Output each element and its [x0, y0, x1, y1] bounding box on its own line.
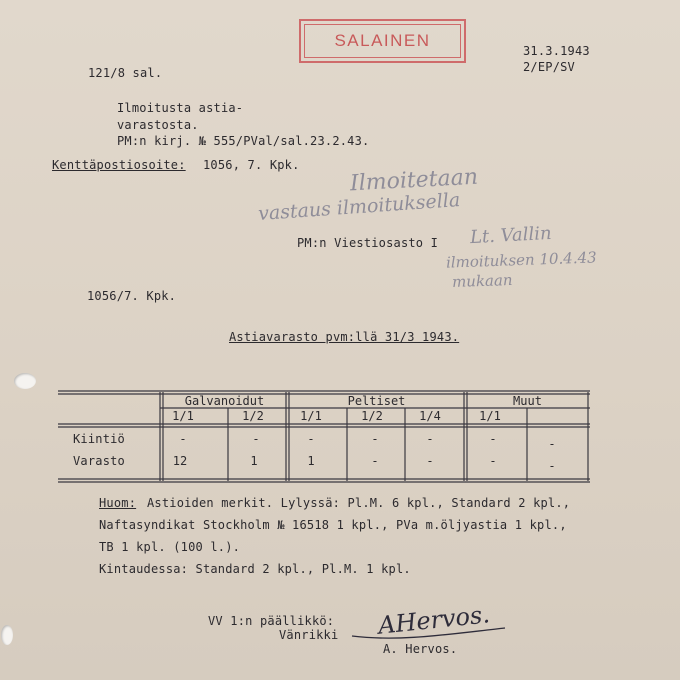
subheader-cell: 1/4 [419, 409, 441, 423]
table-cell: - [371, 454, 379, 468]
signature-rank: Vänrikki [279, 628, 339, 642]
row-label-varasto: Varasto [73, 454, 125, 468]
subject-line-1: Ilmoitusta astia- [117, 101, 244, 115]
table-cell: - [307, 432, 315, 446]
subheader-cell: 1/1 [172, 409, 194, 423]
table-cell: - [426, 454, 434, 468]
field-post-value: 1056, 7. Kpk. [203, 158, 300, 172]
field-post-label: Kenttäpostiosoite: [52, 158, 186, 172]
subheader-cell: 1/1 [479, 409, 501, 423]
table-cell: 1 [250, 454, 258, 468]
row-label-kiintio: Kiintiö [73, 432, 125, 446]
table-cell: - [548, 437, 556, 451]
handwritten-note-line-3: Lt. Vallin [469, 222, 553, 249]
document-date: 31.3.1943 [523, 44, 590, 58]
stamp-text: SALAINEN [304, 24, 461, 58]
group-header-muut: Muut [513, 394, 542, 408]
document-number: 121/8 sal. [88, 66, 163, 80]
note-line-1: Astioiden merkit. Lylyssä: Pl.M. 6 kpl., Standard 2 kpl., [147, 496, 571, 510]
subject-line-3: PM:n kirj. № 555/PVal/sal.23.2.43. [117, 134, 370, 148]
table-cell: - [252, 432, 260, 446]
handwritten-signature: AHervos. [376, 600, 492, 640]
table-cell: 12 [172, 454, 188, 468]
signature-title: VV 1:n päällikkö: [208, 614, 335, 628]
group-header-peltiset: Peltiset [347, 394, 406, 408]
table-cell: - [489, 454, 497, 468]
signature-name: A. Hervos. [383, 642, 458, 656]
note-label: Huom: [99, 496, 137, 510]
table-cell: - [489, 432, 497, 446]
recipient: PM:n Viestiosasto I [297, 236, 439, 250]
note-line-2: Naftasyndikat Stockholm № 16518 1 kpl., PVa m.öljyastia 1 kpl., [99, 518, 567, 532]
subheader-cell: 1/2 [242, 409, 264, 423]
subheader-cell: 1/2 [361, 409, 383, 423]
table-cell: 1 [307, 454, 315, 468]
table-cell: - [179, 432, 187, 446]
reference-code: 2/EP/SV [523, 60, 575, 74]
table-cell: - [371, 432, 379, 446]
table-cell: - [426, 432, 434, 446]
table-title: Astiavarasto pvm:llä 31/3 1943. [229, 330, 460, 344]
handwritten-note-line-5: mukaan [451, 270, 513, 292]
note-line-4: Kintaudessa: Standard 2 kpl., Pl.M. 1 kpl. [99, 562, 411, 576]
subheader-cell: 1/1 [300, 409, 322, 423]
handwritten-note-line-1: Ilmoitetaan [349, 164, 479, 197]
unit-heading: 1056/7. Kpk. [87, 289, 177, 303]
handwritten-note-line-4: ilmoituksen 10.4.43 [445, 248, 597, 272]
handwritten-note-line-2: vastaus ilmoituksella [257, 188, 461, 226]
table-cell: - [548, 459, 556, 473]
group-header-galvanoidut: Galvanoidut [184, 394, 265, 408]
subject-line-2: varastosta. [117, 118, 199, 132]
note-line-3: TB 1 kpl. (100 l.). [99, 540, 241, 554]
